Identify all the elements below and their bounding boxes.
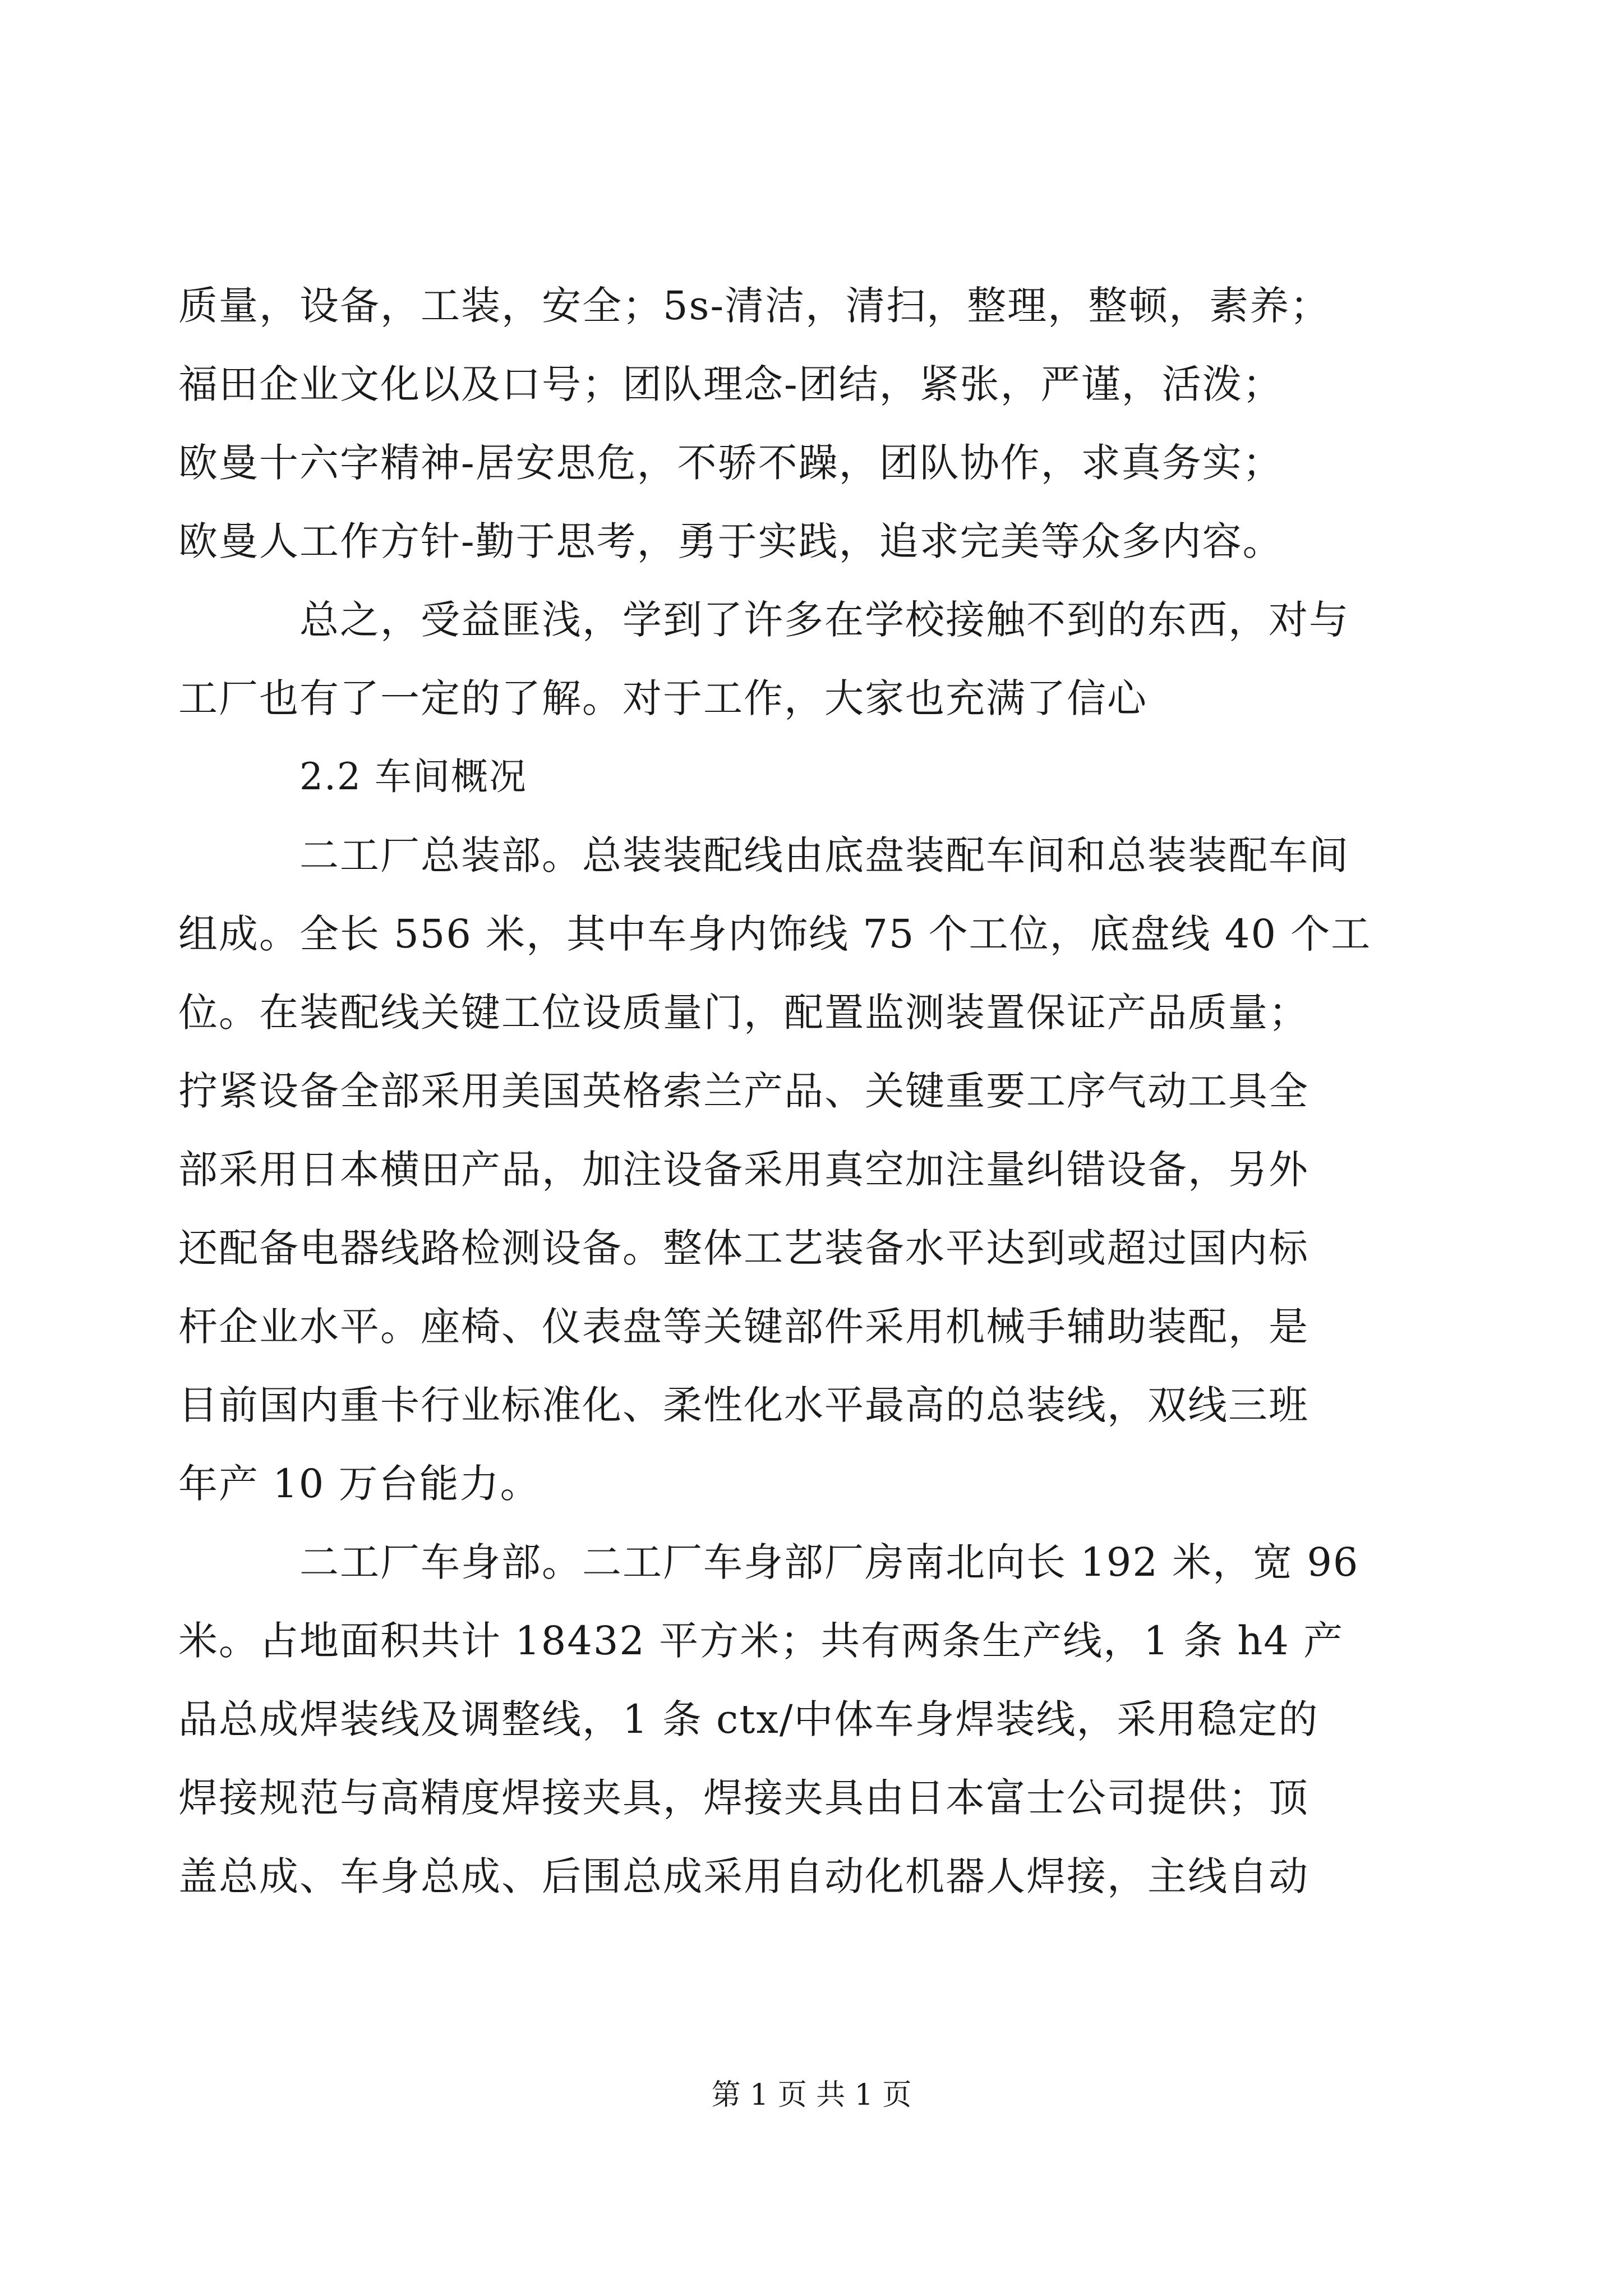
text-line: 还配备电器线路检测设备。整体工艺装备水平达到或超过国内标: [178, 1225, 1309, 1271]
text-line: 质量，设备，工装，安全；5s-清洁，清扫，整理，整顿，素养；: [178, 283, 1331, 329]
text-line: 目前国内重卡行业标准化、柔性化水平最高的总装线，双线三班: [178, 1382, 1309, 1428]
text-line: 部采用日本横田产品，加注设备采用真空加注量纠错设备，另外: [178, 1147, 1309, 1193]
text-line: 欧曼人工作方针-勤于思考，勇于实践，追求完美等众多内容。: [178, 518, 1283, 564]
page-footer: 第 1 页 共 1 页: [711, 2078, 912, 2112]
text-line: 盖总成、车身总成、后围总成采用自动化机器人焊接，主线自动: [178, 1853, 1309, 1899]
text-line: 焊接规范与高精度焊接夹具，焊接夹具由日本富士公司提供；顶: [178, 1775, 1309, 1821]
text-line: 工厂也有了一定的了解。对于工作，大家也充满了信心: [178, 675, 1147, 721]
text-line: 年产 10 万台能力。: [178, 1461, 541, 1507]
text-line: 组成。全长 556 米，其中车身内饰线 75 个工位，底盘线 40 个工: [178, 911, 1372, 957]
text-line: 福田企业文化以及口号；团队理念-团结，紧张，严谨，活泼；: [178, 361, 1283, 407]
paragraph-first-line: 二工厂车身部。二工厂车身部厂房南北向长 192 米，宽 96: [299, 1539, 1359, 1585]
paragraph-first-line: 二工厂总装部。总装装配线由底盘装配车间和总装装配车间: [299, 832, 1349, 878]
text-line: 米。占地面积共计 18432 平方米；共有两条生产线，1 条 h4 产: [178, 1618, 1344, 1664]
section-heading: 2.2 车间概况: [299, 755, 527, 798]
text-line: 杆企业水平。座椅、仪表盘等关键部件采用机械手辅助装配，是: [178, 1304, 1309, 1350]
paragraph-first-line: 总之，受益匪浅，学到了许多在学校接触不到的东西，对与: [299, 597, 1349, 643]
text-line: 品总成焊装线及调整线，1 条 ctx/中体车身焊装线，采用稳定的: [178, 1696, 1319, 1742]
document-body: [178, 266, 1446, 1916]
text-line: 位。在装配线关键工位设质量门，配置监测装置保证产品质量；: [178, 990, 1309, 1036]
text-line: 拧紧设备全部采用美国英格索兰产品、关键重要工序气动工具全: [178, 1068, 1309, 1114]
text-line: 欧曼十六字精神-居安思危，不骄不躁，团队协作，求真务实；: [178, 440, 1283, 486]
